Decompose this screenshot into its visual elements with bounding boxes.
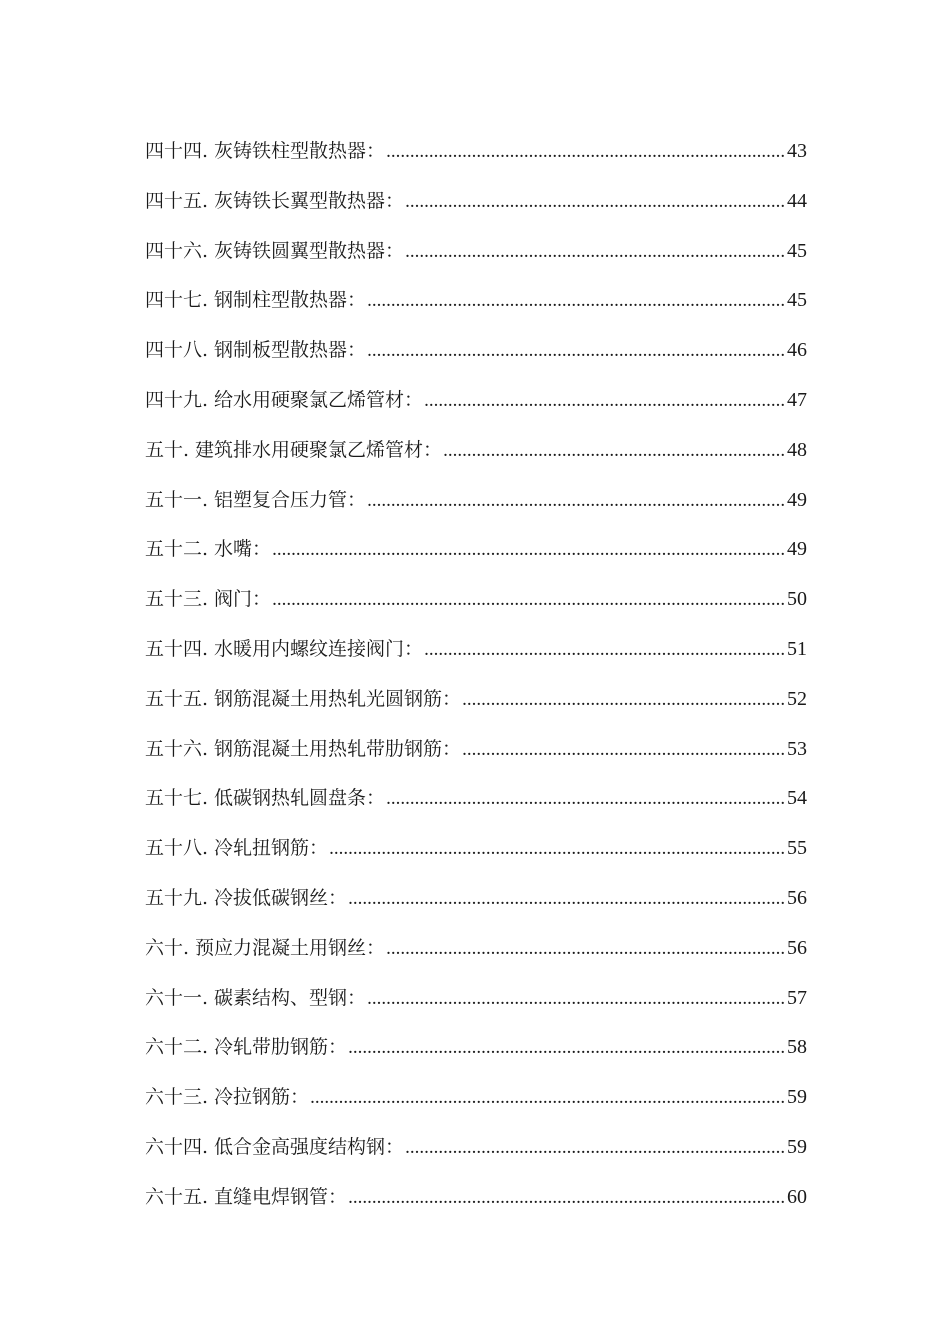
toc-entry-title: 铝塑复合压力管： (214, 488, 367, 511)
toc-entry[interactable] (145, 234, 807, 284)
toc-dot-leader (386, 932, 786, 966)
toc-entry-page-number: 55 (787, 837, 807, 860)
toc-entry-number: 六十五. (145, 1185, 209, 1208)
toc-entry-number: 四十四. (145, 140, 209, 162)
toc-dot-leader (348, 882, 786, 916)
toc-entry-page-number: 58 (787, 1036, 807, 1059)
toc-entry-number: 五十三. (145, 588, 209, 611)
toc-entry-number: 五十九. (145, 886, 209, 909)
toc-entry-page-number: 51 (787, 637, 807, 660)
toc-entry[interactable] (145, 433, 807, 483)
toc-entry-title: 钢制柱型散热器： (214, 289, 367, 312)
toc-entry-page-number: 60 (787, 1185, 807, 1208)
toc-dot-leader (367, 284, 786, 318)
toc-entry-page-number: 45 (787, 289, 807, 312)
toc-entry[interactable] (145, 632, 807, 682)
toc-entry-number: 四十五. (145, 189, 209, 212)
toc-entry-page-number: 56 (787, 886, 807, 909)
toc-entry[interactable] (145, 134, 807, 184)
toc-entry-title: 阀门： (214, 588, 272, 611)
toc-entry-title: 灰铸铁圆翼型散热器： (214, 239, 405, 262)
toc-dot-leader (386, 135, 786, 169)
toc-entry-number: 五十四. (145, 637, 209, 660)
toc-entry-number: 五十一. (145, 488, 209, 511)
toc-entry[interactable] (145, 831, 807, 881)
toc-entry-title: 钢筋混凝土用热轧带肋钢筋： (214, 737, 462, 760)
toc-entry-title: 冷轧带肋钢筋： (214, 1036, 348, 1059)
toc-entry-title: 冷轧扭钢筋： (214, 837, 329, 860)
toc-entry[interactable] (145, 732, 807, 782)
toc-entry-page-number: 53 (787, 737, 807, 760)
toc-entry-number: 五十七. (145, 787, 209, 810)
toc-dot-leader (424, 384, 786, 418)
toc-entry[interactable] (145, 483, 807, 533)
toc-entry[interactable] (145, 1030, 807, 1080)
toc-dot-leader (272, 533, 786, 567)
toc-entry-number: 五十六. (145, 737, 209, 760)
toc-entry-title: 建筑排水用硬聚氯乙烯管材： (195, 438, 443, 461)
toc-entry-title: 冷拔低碳钢丝： (214, 886, 348, 909)
toc-dot-leader (443, 434, 786, 468)
toc-entry[interactable] (145, 981, 807, 1031)
toc-entry-title: 碳素结构、型钢： (214, 986, 367, 1009)
toc-dot-leader (462, 683, 786, 717)
toc-entry-page-number: 49 (787, 488, 807, 511)
toc-entry-page-number: 59 (787, 1135, 807, 1158)
toc-entry-page-number: 59 (787, 1086, 807, 1109)
toc-entry-page-number: 52 (787, 687, 807, 710)
toc-entry-title: 钢筋混凝土用热轧光圆钢筋： (214, 687, 462, 710)
toc-entry-page-number: 47 (787, 388, 807, 411)
toc-entry-page-number: 46 (787, 339, 807, 362)
toc-entry-title: 给水用硬聚氯乙烯管材： (214, 388, 424, 411)
toc-entry-page-number: 43 (787, 140, 807, 162)
toc-entry[interactable] (145, 532, 807, 582)
table-of-contents (145, 134, 807, 1230)
toc-entry[interactable] (145, 333, 807, 383)
toc-entry-page-number: 50 (787, 588, 807, 611)
toc-entry-title: 预应力混凝土用钢丝： (195, 936, 386, 959)
toc-dot-leader (329, 832, 786, 866)
toc-entry[interactable] (145, 582, 807, 632)
toc-entry-title: 钢制板型散热器： (214, 339, 367, 362)
toc-entry-title: 水暖用内螺纹连接阀门： (214, 637, 424, 660)
toc-entry-page-number: 44 (787, 189, 807, 212)
toc-entry-title: 直缝电焊钢管： (214, 1185, 348, 1208)
toc-entry-number: 六十三. (145, 1086, 209, 1109)
toc-entry-number: 五十. (145, 438, 190, 461)
toc-entry-title: 低碳钢热轧圆盘条： (214, 787, 386, 810)
toc-dot-leader (462, 733, 786, 767)
toc-entry[interactable] (145, 1080, 807, 1130)
toc-dot-leader (310, 1081, 786, 1115)
toc-entry-page-number: 57 (787, 986, 807, 1009)
toc-dot-leader (348, 1181, 786, 1215)
toc-entry-title: 灰铸铁长翼型散热器： (214, 189, 405, 212)
toc-dot-leader (405, 1131, 786, 1165)
toc-entry-number: 四十八. (145, 339, 209, 362)
toc-entry[interactable] (145, 383, 807, 433)
toc-dot-leader (367, 484, 786, 518)
toc-entry-number: 六十一. (145, 986, 209, 1009)
toc-entry-title: 水嘴： (214, 538, 272, 561)
toc-entry[interactable] (145, 283, 807, 333)
toc-entry-number: 六十二. (145, 1036, 209, 1059)
toc-entry[interactable] (145, 184, 807, 234)
toc-dot-leader (367, 982, 786, 1016)
toc-entry[interactable] (145, 682, 807, 732)
toc-entry-page-number: 54 (787, 787, 807, 810)
toc-entry-page-number: 49 (787, 538, 807, 561)
toc-entry-number: 六十四. (145, 1135, 209, 1158)
toc-entry-title: 灰铸铁柱型散热器： (214, 140, 386, 162)
toc-dot-leader (386, 782, 786, 816)
toc-dot-leader (405, 235, 786, 269)
toc-dot-leader (424, 633, 786, 667)
toc-entry-number: 五十二. (145, 538, 209, 561)
toc-entry[interactable] (145, 781, 807, 831)
toc-dot-leader (405, 185, 786, 219)
toc-entry-number: 五十八. (145, 837, 209, 860)
toc-entry[interactable] (145, 931, 807, 981)
toc-entry[interactable] (145, 881, 807, 931)
toc-entry-page-number: 48 (787, 438, 807, 461)
toc-entry-number: 四十六. (145, 239, 209, 262)
toc-entry-page-number: 56 (787, 936, 807, 959)
toc-entry-number: 四十七. (145, 289, 209, 312)
toc-dot-leader (272, 583, 786, 617)
toc-entry-page-number: 45 (787, 239, 807, 262)
toc-entry-title: 低合金高强度结构钢： (214, 1135, 405, 1158)
toc-entry-number: 五十五. (145, 687, 209, 710)
toc-entry-number: 四十九. (145, 388, 209, 411)
toc-dot-leader (348, 1031, 786, 1065)
toc-dot-leader (367, 334, 786, 368)
toc-entry[interactable] (145, 1130, 807, 1180)
toc-entry[interactable] (145, 1180, 807, 1230)
toc-entry-number: 六十. (145, 936, 190, 959)
toc-entry-title: 冷拉钢筋： (214, 1086, 310, 1109)
